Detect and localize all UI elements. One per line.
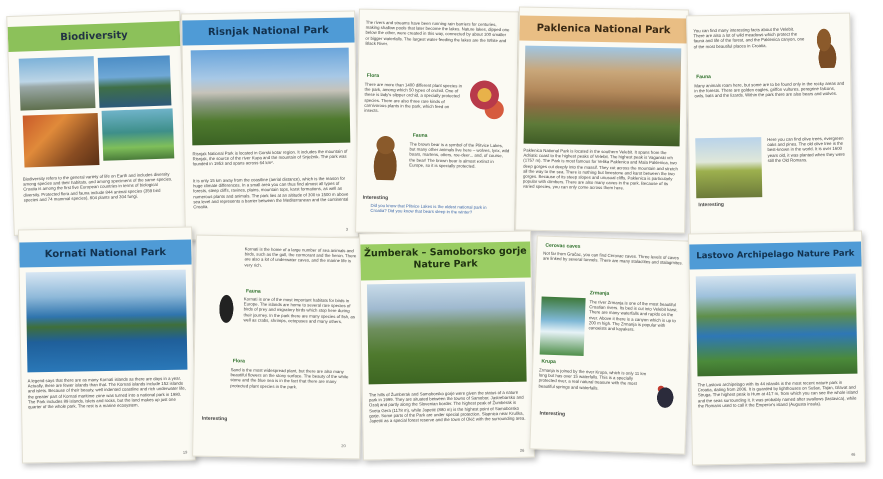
interesting-heading: Interesting — [698, 201, 725, 209]
interesting-heading: Interesting — [362, 194, 389, 202]
page-kornati — [18, 226, 196, 463]
photo-mountains — [19, 56, 96, 111]
dinosaur-icon — [809, 28, 842, 69]
grouse-icon — [650, 378, 681, 413]
flora-text: Sand is the most widespread plant, but there are also many beautiful flowers on the stony surface. The beauty of the white stone and the blue sea is in the fact that there are many protected plant species in the park. — [230, 367, 349, 389]
photo-kornati-islands — [26, 270, 188, 373]
page-zumberak — [359, 231, 535, 461]
photo-risnjak-mountain — [191, 48, 351, 146]
page-title: Risnjak National Park — [182, 18, 354, 46]
caves-text: Not far from Gračac, you can find Cerovac caves. Three levels of caves are linked by several tunnels. There are many stalactites and stalagmites. — [542, 250, 683, 266]
page-lastovo — [688, 230, 866, 465]
title-line-1: Žumberak – Samoborsko gorje — [364, 245, 527, 260]
page-zumberak-right — [529, 235, 692, 454]
flora-heading: Flora — [366, 72, 380, 79]
photo-olive-tree — [695, 137, 762, 198]
photo-forest — [23, 113, 100, 168]
page-risnjak — [181, 10, 359, 240]
risnjak-text-2: It is only 15 km away from the coastline (aerial distance), which is the reason for huge climate differences. In a small area you can thus find almost all types of forests, steep cliffs, ravines, plains, mountain tops, karst formations, as well as numerous plants and animals. The park lies at an altitude of 300 to 1500 m above sea level and represents a barrier between the Mediterranean and the continental Croatia. — [192, 175, 349, 210]
page-biodiversity — [6, 10, 188, 236]
paklenica-text: Paklenica National Park is located in the southern Velebit. It spans from the Adriatic coast to the highest peaks of Velebit. The highest peak is Vaganski vrh (1757 m). The Park is most famous for Velika Paklenica and Mala Paklenica, two deep gorges cut deeply into the massif. They cut across the mountain and stretch all the way to the sea. There is nothing but limestone and karst between the two gorges. Because of its steep slopes and unusual cliffs, Paklenica is particularly popular with climbers. There are also many caves in the park. Because of its varied species, you can only come across them here. — [522, 147, 678, 191]
page-number: 20 — [341, 443, 346, 449]
flora-text: Here you can find olive trees, evergreen oaks and pines. The old olive tree is the best-known in the world. It is over 1600 years old, it was planted when they were still the Old Romans. — [767, 135, 845, 163]
fauna-text: Many animals roam here, but some are to be found only in the rocky areas and in the forests. There are golden eagles, griffon vultures, peregrine falcons, owls, bats and the lizards. Within the park there are also bears and wolves. — [694, 80, 845, 99]
lastovo-text: The Lastovo archipelago with its 44 islands is the most recent nature park in Croatia, dating from 2006. It is guarded by lighthouses on Sušac, Tajan, Glavat and Struga. The highest peak is Hum at 417 m, from which you can see the whole island and the seas surrounding it. It was probably named after swallows (lastavica), while the Romans used to call it the Emperor's island (Augusta insula). — [697, 379, 858, 409]
page-kornati-right — [192, 235, 364, 460]
caves-heading: Cerovac caves — [545, 242, 581, 250]
page-number: 26 — [519, 447, 525, 453]
fauna-text: Kornati is one of the most important habitats for birds in Europe. The islands are home to several rare species of birds of prey and migratory birds which stop here during their journey. In the park there are many species of fish, as well as crabs, shrimps, octopuses and many others. — [243, 296, 356, 324]
krupa-heading: Krupa — [541, 358, 556, 366]
page-title: Biodiversity — [8, 21, 181, 52]
title-line-2: Nature Park — [413, 258, 478, 271]
krupa-text: Zrmanja is joined by the river Krupa, which is only 11 km long but has over 15 waterfalls. This is a specially protected river, a real natural treasure with the most beautiful springs and waterfalls. — [538, 367, 647, 391]
flora-heading: Flora — [232, 358, 246, 365]
fauna-text: The brown bear is a symbol of the Plitvice Lakes, but many other animals live here – wolves, lynx, wild boars, martens, otters, roe-deer... and, of course, the bear! The brown bear is almost extinct in Europe, so it is specially protected. — [409, 141, 510, 169]
bear-icon — [365, 130, 406, 181]
photo-lake — [102, 108, 175, 160]
kornati-right-intro: Kornati is the home of a large number of sea animals and birds, such as the gull, the cormorant and the heron. There are also a lot of underwater caves, and the marine life is very rich. — [244, 246, 357, 268]
fauna-heading: Fauna — [245, 288, 261, 295]
page-title — [360, 242, 531, 281]
page-paklenica — [515, 7, 689, 234]
page-number: 46 — [850, 451, 856, 457]
risnjak-text-1: Risnjak National Park is located in Gorski kotar region. It includes the mountain of Risnjak, the source of the river Kupa and the mountain of Snježnik. The park was founded in 1953 and spans across 64 km². — [192, 148, 348, 167]
photo-coast — [98, 55, 172, 107]
page-title: Lastovo Archipelago Nature Park — [689, 242, 861, 270]
interesting-heading: Interesting — [539, 410, 566, 418]
page-title: Paklenica National Park — [519, 16, 687, 44]
risnjak-right-intro: The rivers and streams have been running rain barriers for centuries, making shallow pools that later become the lakes. Nature lakes, dipped one below the other, were created in this way, connected by about 100 smaller or bigger waterfalls. The largest water-feeding the lakes are the White and Black River. — [365, 19, 510, 46]
page-number: 3 — [345, 226, 349, 232]
fauna-heading: Fauna — [696, 74, 711, 81]
page-risnjak-right — [355, 9, 519, 236]
page-title: Kornati National Park — [19, 240, 191, 268]
photo-zumberak-hills — [367, 282, 527, 385]
stork-icon — [207, 286, 242, 347]
zrmanja-text: The river Zrmanja is one of the most beautiful Croatian rivers. Its bed is cut into Velebit karst. There are many waterfalls and rapids on the river. Above it there is a canyon which is up to 200 m high. The Zrmanja is popular with canoeists and kayakers. — [588, 299, 678, 332]
interesting-text: Did you know that Plitvice Lakes is the oldest national park in Croatia? Did you know that bears sleep in the winter? — [370, 202, 487, 215]
photo-lastovo-bay — [696, 274, 858, 377]
orchid-icon — [468, 76, 509, 125]
kornati-text: A legend says that there are as many Kornati islands as there are days in a year. Actually, there are fewer islands than that. The Kornati islands include 152 islands and islets. Because of their beauty, well indented coastline and rich underwater life, the greater part of Kornati maritime zone was turned into a national park in 1980. The Park includes 89 islands, islets and rocks, but the land makes up just one quarter of the whole park. The rest is a marine ecosystem. — [27, 375, 186, 410]
photo-paklenica-cliff — [524, 46, 682, 147]
flora-text: There are more than 1400 different plant species in the park, among which 50 types of orchid. One of these is lady's slipper orchid, a specially protected species. There are also three rare kinds of carnivorous plants in the park, which feed on insects. — [364, 81, 463, 113]
interesting-heading: Interesting — [201, 415, 228, 423]
fauna-heading: Fauna — [412, 132, 428, 139]
photo-waterfall — [540, 297, 586, 357]
biodiversity-text: Biodiversity refers to the general variety of life on Earth and includes diversity among species and their habitats, and among specimens of the same species. Croatia is among the first five European countries in terms of biological diversity. Protected flora and fauna include 844 animal species (359 bird species and 74 mammal species), 804 plants and 304 fungi. — [22, 171, 173, 203]
page-paklenica-right — [686, 13, 854, 236]
paklenica-right-intro: You can find many interesting facts about the Velebit. There are also a lot of wild meadows which protect the fauna and life of the forest, and the Paklenica canyon, one of the most beautiful places in Croatia. — [693, 26, 805, 49]
page-number: 19 — [182, 449, 188, 455]
zumberak-text: The hills of Žumberak and Samoborsko gorje were given the status of a nature park in 1999. They are situated between the towns of Samobor, Jastrebarsko and Ozalj and partly along the Slovenian border. The highest peak of Žumberak is Sveta Gera (1178 m), while Japetić (880 m) is the highest point of Samoborsko gorje. Some parts of the Park are under special protection. Slapnica near Kruška, Japetić as a special forest reserve and the town of Okić with the surrounding area. — [368, 389, 526, 424]
zrmanja-heading: Zrmanja — [589, 290, 610, 297]
